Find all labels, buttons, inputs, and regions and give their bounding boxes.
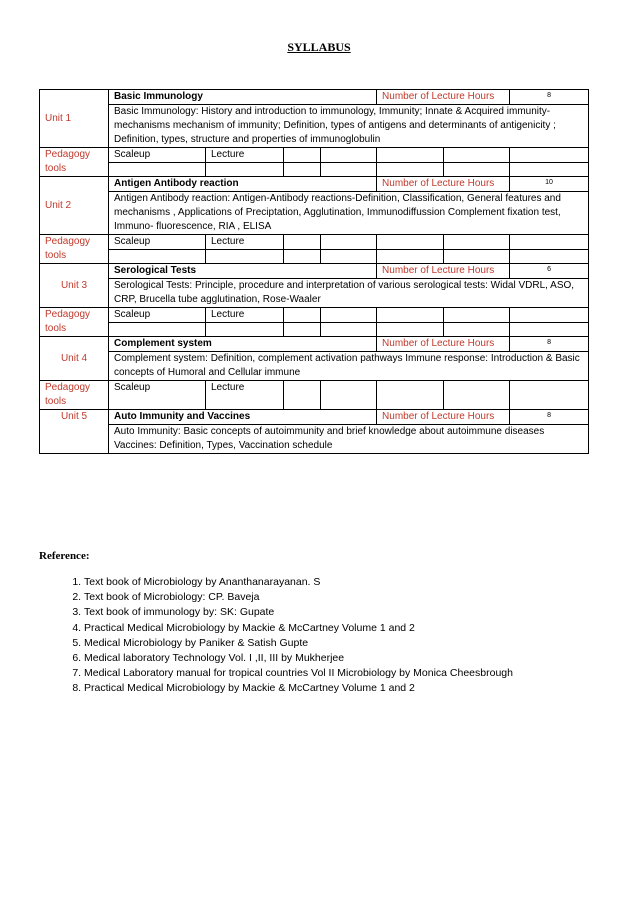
unit-4-header-row xyxy=(40,337,589,352)
empty-cell xyxy=(284,381,321,410)
unit-2-hours-label: Number of Lecture Hours xyxy=(377,177,510,192)
unit-2-title: Antigen Antibody reaction xyxy=(109,177,377,192)
reference-heading: Reference: xyxy=(39,550,90,562)
pedagogy-label: Pedagogy tools xyxy=(40,381,109,410)
empty-cell xyxy=(377,250,444,264)
unit-2-hours: 10 xyxy=(510,177,589,192)
empty-cell xyxy=(284,250,321,264)
page-title: SYLLABUS xyxy=(287,40,351,54)
empty-cell xyxy=(444,163,510,177)
empty-cell xyxy=(444,148,510,163)
unit-5-label: Unit 5 xyxy=(40,410,109,454)
unit-2-header-row xyxy=(40,177,589,192)
pedagogy-scaleup: Scaleup xyxy=(109,148,206,163)
unit-3-label: Unit 3 xyxy=(40,264,109,308)
empty-cell xyxy=(284,323,321,337)
unit-1-label: Unit 1 xyxy=(40,90,109,148)
unit-4-title: Complement system xyxy=(109,337,377,352)
pedagogy-row xyxy=(40,235,589,250)
empty-cell xyxy=(444,381,510,410)
pedagogy-lecture: Lecture xyxy=(206,148,284,163)
unit-1-content: Basic Immunology: History and introduction to immunology, Immunity; Innate & Acquired immunity- mechanisms mechanism of immunity; Definition, types of antigens and determinants of antigenicity ; Definition, types, structure and properties of immunoglobulin xyxy=(109,105,589,148)
unit-1-hours: 8 xyxy=(510,90,589,105)
unit-5-title: Auto Immunity and Vaccines xyxy=(109,410,377,425)
pedagogy-scaleup: Scaleup xyxy=(109,381,206,410)
empty-cell xyxy=(109,163,206,177)
unit-2-content: Antigen Antibody reaction: Antigen-Antibody reactions-Definition, Classification, General features and mechanisms , Applications of Preciptation, Agglutination, Immunodiffussion Complement fixation test, Immuno- fluorescence, RIA , ELISA xyxy=(109,192,589,235)
pedagogy-lecture: Lecture xyxy=(206,381,284,410)
pedagogy-row xyxy=(40,148,589,163)
pedagogy-row xyxy=(40,381,589,410)
reference-item: 5. Medical Microbiology by Paniker & Satish Gupte xyxy=(84,636,638,651)
empty-cell xyxy=(510,163,589,177)
empty-cell xyxy=(377,381,444,410)
empty-cell xyxy=(377,163,444,177)
unit-4-label: Unit 4 xyxy=(40,337,109,381)
pedagogy-lecture: Lecture xyxy=(206,235,284,250)
unit-3-content: Serological Tests: Principle, procedure and interpretation of various serological tests: Widal VDRL, ASO, CRP, Brucella tube agglutination, Rose-Waaler xyxy=(109,279,589,308)
pedagogy-row xyxy=(40,308,589,323)
syllabus-table xyxy=(39,89,589,454)
unit-1-header-row xyxy=(40,90,589,105)
empty-cell xyxy=(206,323,284,337)
pedagogy-scaleup: Scaleup xyxy=(109,235,206,250)
empty-cell xyxy=(284,163,321,177)
empty-cell xyxy=(510,323,589,337)
empty-cell xyxy=(377,308,444,323)
empty-cell xyxy=(321,235,377,250)
empty-cell xyxy=(510,250,589,264)
unit-5-hours-label: Number of Lecture Hours xyxy=(377,410,510,425)
pedagogy-label: Pedagogy tools xyxy=(40,148,109,177)
empty-cell xyxy=(321,323,377,337)
empty-cell xyxy=(444,235,510,250)
unit-5-header-row xyxy=(40,410,589,425)
empty-cell xyxy=(321,163,377,177)
empty-cell xyxy=(510,235,589,250)
reference-item: 2. Text book of Microbiology: CP. Baveja xyxy=(84,590,638,605)
empty-cell xyxy=(510,381,589,410)
empty-cell xyxy=(444,323,510,337)
pedagogy-empty-row xyxy=(40,323,589,337)
unit-4-content: Complement system: Definition, complement activation pathways Immune response: Introduction & Basic concepts of Humoral and Cellular immune xyxy=(109,352,589,381)
unit-3-hours: 6 xyxy=(510,264,589,279)
empty-cell xyxy=(284,308,321,323)
empty-cell xyxy=(284,235,321,250)
empty-cell xyxy=(109,250,206,264)
reference-item: 8. Practical Medical Microbiology by Mackie & McCartney Volume 1 and 2 xyxy=(84,681,638,696)
pedagogy-empty-row xyxy=(40,163,589,177)
pedagogy-empty-row xyxy=(40,250,589,264)
empty-cell xyxy=(377,323,444,337)
pedagogy-label: Pedagogy tools xyxy=(40,235,109,264)
unit-4-hours: 8 xyxy=(510,337,589,352)
unit-4-hours-label: Number of Lecture Hours xyxy=(377,337,510,352)
unit-5-content-row xyxy=(40,425,589,454)
pedagogy-scaleup: Scaleup xyxy=(109,308,206,323)
unit-5-content: Auto Immunity: Basic concepts of autoimmunity and brief knowledge about autoimmune diseases Vaccines: Definition, Types, Vaccination schedule xyxy=(109,425,589,454)
reference-item: 7. Medical Laboratory manual for tropical countries Vol II Microbiology by Monica Cheesbrough xyxy=(84,666,638,681)
unit-2-content-row xyxy=(40,192,589,235)
empty-cell xyxy=(321,148,377,163)
reference-item: 1. Text book of Microbiology by Ananthanarayanan. S xyxy=(84,575,638,590)
unit-3-content-row xyxy=(40,279,589,308)
reference-list xyxy=(44,575,638,697)
unit-3-hours-label: Number of Lecture Hours xyxy=(377,264,510,279)
reference-item: 3. Text book of immunology by: SK: Gupate xyxy=(84,605,638,620)
unit-1-content-row xyxy=(40,105,589,148)
empty-cell xyxy=(377,148,444,163)
empty-cell xyxy=(206,163,284,177)
empty-cell xyxy=(109,323,206,337)
empty-cell xyxy=(284,148,321,163)
reference-item: 4. Practical Medical Microbiology by Mackie & McCartney Volume 1 and 2 xyxy=(84,621,638,636)
empty-cell xyxy=(444,308,510,323)
empty-cell xyxy=(321,250,377,264)
pedagogy-label: Pedagogy tools xyxy=(40,308,109,337)
empty-cell xyxy=(206,250,284,264)
unit-3-header-row xyxy=(40,264,589,279)
unit-5-hours: 8 xyxy=(510,410,589,425)
unit-2-label: Unit 2 xyxy=(40,177,109,235)
unit-3-title: Serological Tests xyxy=(109,264,377,279)
empty-cell xyxy=(321,381,377,410)
unit-4-content-row xyxy=(40,352,589,381)
empty-cell xyxy=(510,148,589,163)
unit-1-title: Basic Immunology xyxy=(109,90,377,105)
empty-cell xyxy=(321,308,377,323)
reference-item: 6. Medical laboratory Technology Vol. I ,II, III by Mukherjee xyxy=(84,651,638,666)
empty-cell xyxy=(377,235,444,250)
unit-1-hours-label: Number of Lecture Hours xyxy=(377,90,510,105)
empty-cell xyxy=(510,308,589,323)
empty-cell xyxy=(444,250,510,264)
pedagogy-lecture: Lecture xyxy=(206,308,284,323)
